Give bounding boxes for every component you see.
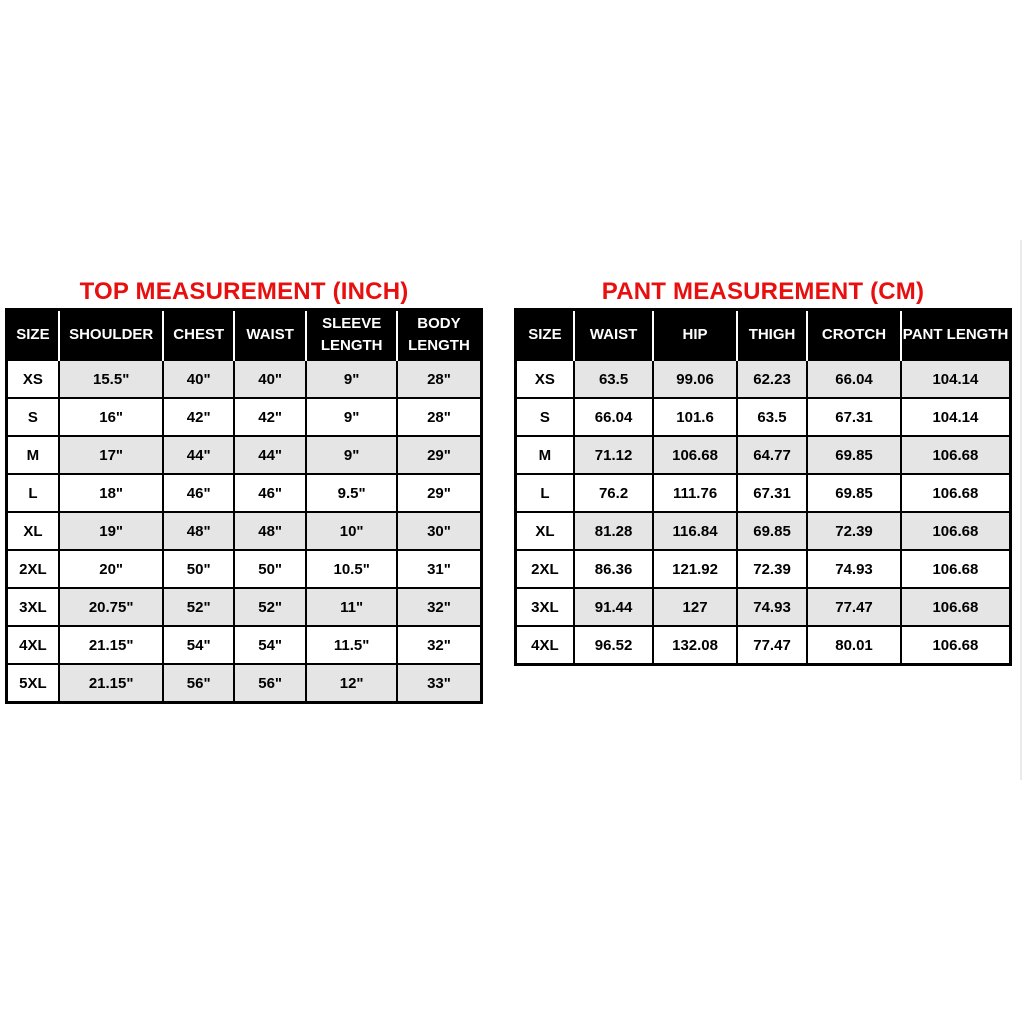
column-header-label: SHOULDER <box>69 326 154 343</box>
measurement-cell: 56" <box>163 664 233 703</box>
measurement-cell: 106.68 <box>901 550 1011 588</box>
size-label-cell: 3XL <box>516 588 574 626</box>
measurement-cell: 106.68 <box>901 474 1011 512</box>
measurement-cell: 32" <box>397 588 482 626</box>
measurement-cell: 77.47 <box>807 588 901 626</box>
measurement-cell: 28" <box>397 360 482 398</box>
column-header-label: HIP <box>682 326 708 343</box>
top-measurement-title: TOP MEASUREMENT (INCH) <box>79 278 409 305</box>
measurement-cell: 10" <box>306 512 397 550</box>
measurement-cell: 74.93 <box>737 588 807 626</box>
table-row <box>7 474 482 512</box>
column-header-label: SLEEVE <box>322 315 382 332</box>
measurement-cell: 54" <box>234 626 306 664</box>
measurement-cell: 96.52 <box>574 626 653 665</box>
column-header <box>397 310 482 361</box>
column-header <box>807 310 901 361</box>
column-header <box>59 310 164 361</box>
measurement-cell: 11.5" <box>306 626 397 664</box>
measurement-cell: 54" <box>163 626 233 664</box>
measurement-cell: 52" <box>163 588 233 626</box>
measurement-cell: 64.77 <box>737 436 807 474</box>
column-header-label: SIZE <box>16 326 50 343</box>
measurement-cell: 77.47 <box>737 626 807 665</box>
table-row <box>516 436 1011 474</box>
column-header-label: BODY <box>417 315 461 332</box>
measurement-cell: 91.44 <box>574 588 653 626</box>
column-header <box>901 310 1011 361</box>
measurement-cell: 9.5" <box>306 474 397 512</box>
measurement-cell: 32" <box>397 626 482 664</box>
measurement-cell: 9" <box>306 398 397 436</box>
table-row <box>7 588 482 626</box>
table-row <box>7 512 482 550</box>
table-row <box>7 436 482 474</box>
table-row <box>516 360 1011 398</box>
measurement-cell: 72.39 <box>737 550 807 588</box>
measurement-cell: 46" <box>163 474 233 512</box>
measurement-cell: 48" <box>163 512 233 550</box>
measurement-cell: 76.2 <box>574 474 653 512</box>
measurement-cell: 127 <box>653 588 737 626</box>
measurement-cell: 71.12 <box>574 436 653 474</box>
measurement-cell: 12" <box>306 664 397 703</box>
measurement-cell: 42" <box>163 398 233 436</box>
measurement-cell: 81.28 <box>574 512 653 550</box>
measurement-cell: 28" <box>397 398 482 436</box>
measurement-cell: 99.06 <box>653 360 737 398</box>
measurement-cell: 10.5" <box>306 550 397 588</box>
size-label-cell: XS <box>7 360 59 398</box>
measurement-cell: 17" <box>59 436 164 474</box>
measurement-cell: 42" <box>234 398 306 436</box>
measurement-cell: 63.5 <box>737 398 807 436</box>
table-row <box>516 626 1011 665</box>
table-row <box>516 512 1011 550</box>
table-row <box>7 360 482 398</box>
measurement-cell: 67.31 <box>807 398 901 436</box>
measurement-cell: 44" <box>163 436 233 474</box>
measurement-cell: 29" <box>397 436 482 474</box>
measurement-cell: 62.23 <box>737 360 807 398</box>
size-label-cell: XS <box>516 360 574 398</box>
measurement-cell: 116.84 <box>653 512 737 550</box>
measurement-cell: 48" <box>234 512 306 550</box>
right-edge-divider <box>1020 240 1022 780</box>
measurement-cell: 86.36 <box>574 550 653 588</box>
measurement-cell: 66.04 <box>807 360 901 398</box>
measurement-cell: 80.01 <box>807 626 901 665</box>
measurement-cell: 21.15" <box>59 664 164 703</box>
column-header-label: CHEST <box>173 326 225 343</box>
measurement-cell: 40" <box>234 360 306 398</box>
size-label-cell: 2XL <box>516 550 574 588</box>
size-label-cell: XL <box>7 512 59 550</box>
measurement-cell: 121.92 <box>653 550 737 588</box>
column-header-label: SIZE <box>528 326 562 343</box>
measurement-cell: 106.68 <box>653 436 737 474</box>
measurement-cell: 72.39 <box>807 512 901 550</box>
measurement-cell: 56" <box>234 664 306 703</box>
column-header <box>234 310 306 361</box>
column-header <box>574 310 653 361</box>
measurement-cell: 15.5" <box>59 360 164 398</box>
measurement-cell: 69.85 <box>807 474 901 512</box>
column-header-label: WAIST <box>589 326 638 343</box>
column-header-label-line2: LENGTH <box>408 337 470 354</box>
table-row <box>516 398 1011 436</box>
measurement-cell: 67.31 <box>737 474 807 512</box>
column-header-label-line2: LENGTH <box>320 337 383 354</box>
pant-measurement-table <box>514 308 1012 666</box>
table-row <box>7 550 482 588</box>
measurement-cell: 111.76 <box>653 474 737 512</box>
size-label-cell: M <box>7 436 59 474</box>
measurement-cell: 50" <box>234 550 306 588</box>
measurement-cell: 31" <box>397 550 482 588</box>
table-row <box>7 664 482 703</box>
measurement-cell: 63.5 <box>574 360 653 398</box>
column-header-label: PANT LENGTH <box>902 326 1009 343</box>
measurement-cell: 9" <box>306 436 397 474</box>
measurement-cell: 69.85 <box>737 512 807 550</box>
column-header-label: THIGH <box>748 326 796 343</box>
measurement-cell: 69.85 <box>807 436 901 474</box>
measurement-cell: 132.08 <box>653 626 737 665</box>
size-label-cell: XL <box>516 512 574 550</box>
column-header-label: WAIST <box>246 326 294 343</box>
column-header <box>306 310 397 361</box>
measurement-cell: 29" <box>397 474 482 512</box>
size-label-cell: 4XL <box>516 626 574 665</box>
table-header-row <box>516 310 1011 361</box>
measurement-cell: 101.6 <box>653 398 737 436</box>
pant-measurement-title: PANT MEASUREMENT (CM) <box>601 278 925 305</box>
measurement-cell: 40" <box>163 360 233 398</box>
table-row <box>516 588 1011 626</box>
measurement-cell: 106.68 <box>901 626 1011 665</box>
measurement-cell: 106.68 <box>901 588 1011 626</box>
size-label-cell: 2XL <box>7 550 59 588</box>
measurement-cell: 20.75" <box>59 588 164 626</box>
measurement-cell: 11" <box>306 588 397 626</box>
measurement-cell: 74.93 <box>807 550 901 588</box>
size-label-cell: S <box>516 398 574 436</box>
measurement-cell: 106.68 <box>901 436 1011 474</box>
column-header-label: CROTCH <box>821 326 887 343</box>
table-header-row <box>7 310 482 361</box>
measurement-cell: 30" <box>397 512 482 550</box>
column-header <box>163 310 233 361</box>
measurement-cell: 106.68 <box>901 512 1011 550</box>
table-row <box>516 474 1011 512</box>
measurement-cell: 19" <box>59 512 164 550</box>
measurement-cell: 104.14 <box>901 360 1011 398</box>
measurement-cell: 104.14 <box>901 398 1011 436</box>
table-row <box>7 398 482 436</box>
size-label-cell: L <box>516 474 574 512</box>
measurement-cell: 44" <box>234 436 306 474</box>
table-row <box>516 550 1011 588</box>
column-header <box>516 310 574 361</box>
measurement-cell: 21.15" <box>59 626 164 664</box>
size-label-cell: 3XL <box>7 588 59 626</box>
column-header <box>7 310 59 361</box>
column-header <box>737 310 807 361</box>
size-label-cell: M <box>516 436 574 474</box>
table-row <box>7 626 482 664</box>
size-label-cell: 5XL <box>7 664 59 703</box>
column-header <box>653 310 737 361</box>
measurement-cell: 52" <box>234 588 306 626</box>
top-measurement-table <box>5 308 483 704</box>
size-label-cell: S <box>7 398 59 436</box>
measurement-cell: 50" <box>163 550 233 588</box>
size-label-cell: L <box>7 474 59 512</box>
size-label-cell: 4XL <box>7 626 59 664</box>
measurement-cell: 9" <box>306 360 397 398</box>
measurement-cell: 18" <box>59 474 164 512</box>
measurement-cell: 20" <box>59 550 164 588</box>
measurement-cell: 66.04 <box>574 398 653 436</box>
measurement-cell: 33" <box>397 664 482 703</box>
measurement-cell: 46" <box>234 474 306 512</box>
measurement-cell: 16" <box>59 398 164 436</box>
